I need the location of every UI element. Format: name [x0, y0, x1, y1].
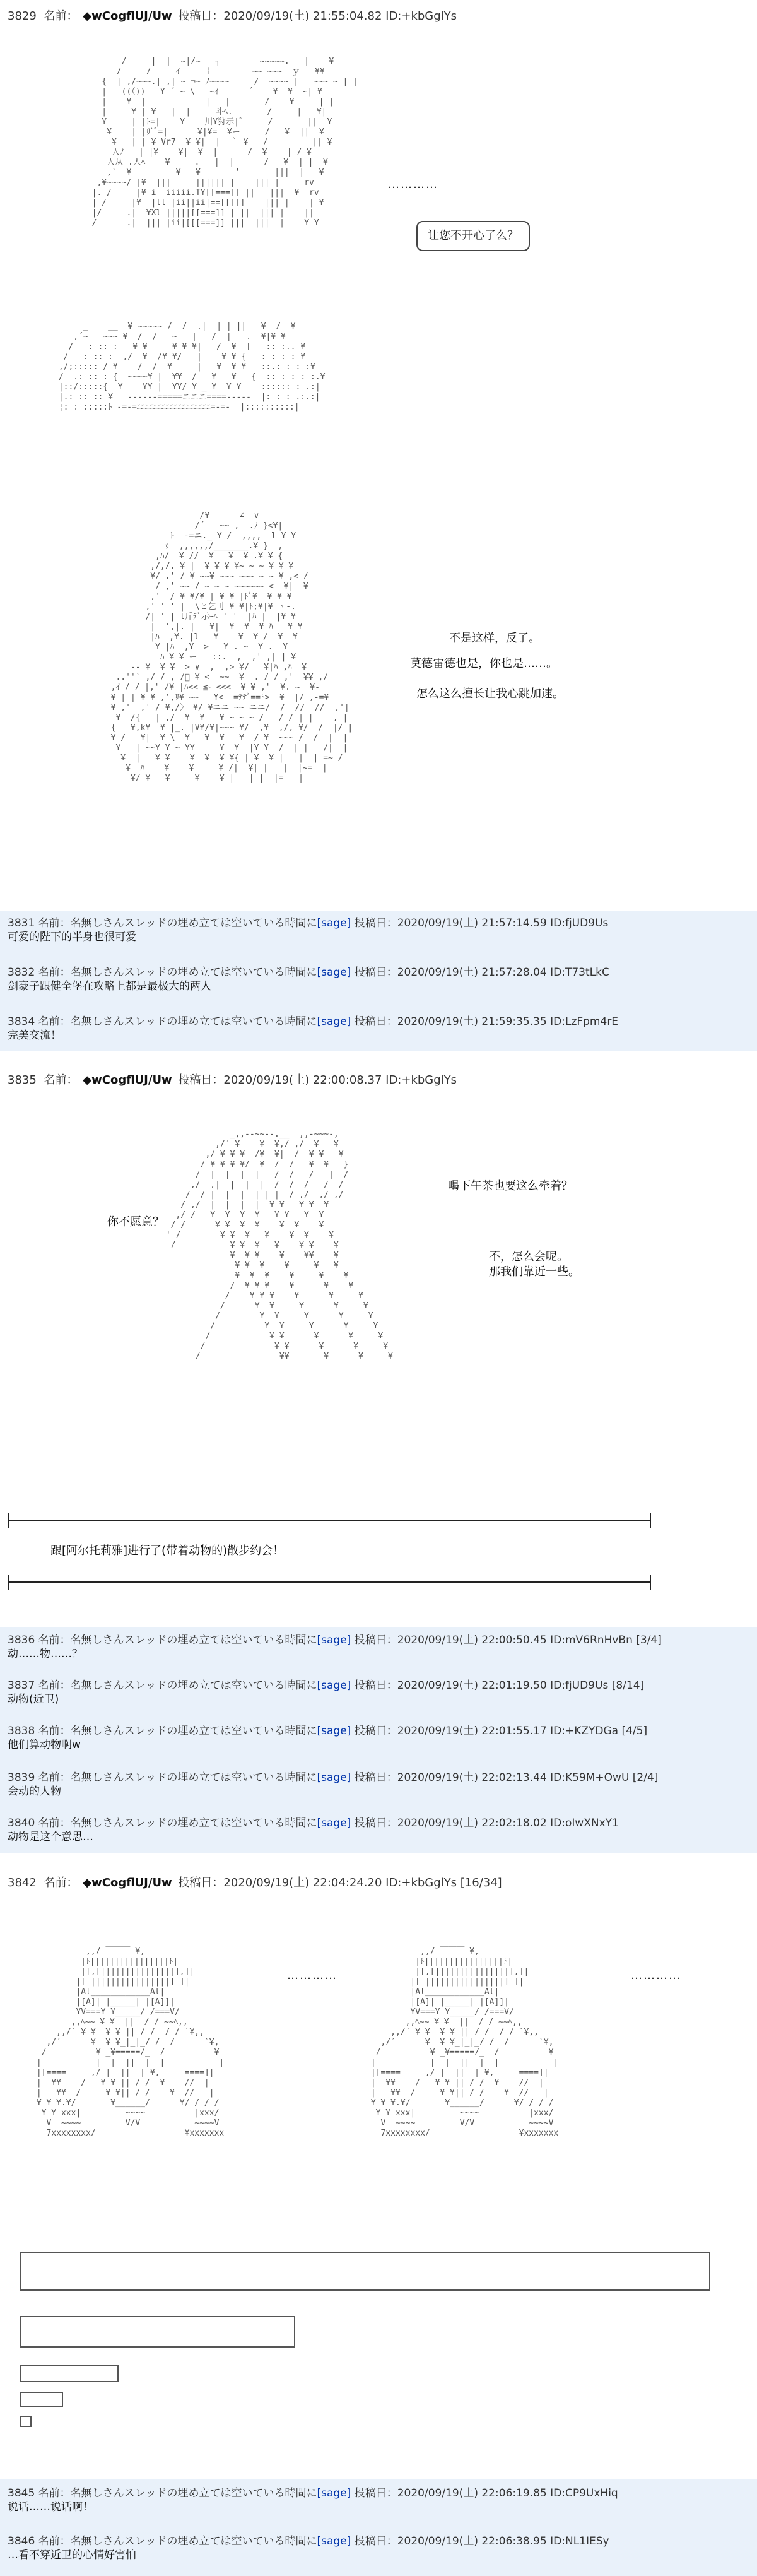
ellipsis-text: …………: [631, 1969, 681, 1982]
reply-post: 3832 名前：名無しさんスレッドの埋め立ては空いている時間に[sage] 投稿日：2020/09/19(土) 21:57:28.04 ID:T73tLkC 剑豪子跟健全堡在攻略上都是最极大的两人: [8, 966, 609, 993]
shrinking-box: [20, 2416, 32, 2427]
ellipsis-text: …………: [388, 178, 438, 191]
sage-link[interactable]: [sage]: [317, 2487, 351, 2500]
ascii-art-guard-left: ,,/ ￣￣￣ ¥, |ﾄ||||||||||||||||ﾄ| |[,[|||||||||||||||],]| |[ ||||||||||||||||] ]| |Al____________Al| |[A]| |_____| |[A]]| ¥V===¥ ¥_____/ /===V/ ,,ﾍ~~ ¥ ¥ || / / ~~ﾍ,, ,,/´ ¥ ¥ ¥ ¥ || / / / / `¥,, ,/´ ¥ ¥ ¥_|_|_/ / / `¥, / ¥ _¥=====/_ / ¥ | | | || | | | |[==== ,/ | || | ¥, ====]| | ¥¥ / ¥ ¥ || / / ¥ // | | ¥¥ / ¥ ¥|| / / ¥ // | ¥ ¥ ¥.¥/ ¥______/ ¥/ / / / ¥ ¥ xxx| ~~~~ |xxx/ V ~~~~ V/V ~~~~V 7xxxxxxxx/ ¥xxxxxxx: [36, 1947, 225, 2138]
dialogue-line: 不，怎么会呢。 那我们靠近一些。: [489, 1250, 580, 1279]
reply-post: 3831 名前：名無しさんスレッドの埋め立ては空いている時間に[sage] 投稿日：2020/09/19(土) 21:57:14.59 ID:fjUD9Us 可爱的陛下的半身也很可爱: [8, 917, 609, 943]
reply-post: 3838 名前：名無しさんスレッドの埋め立ては空いている時間に[sage] 投稿日：2020/09/19(土) 22:01:55.17 ID:+KZYDGa [4/5] 他们算动物啊w: [8, 1725, 648, 1751]
reply-post: 3840 名前：名無しさんスレッドの埋め立ては空いている時間に[sage] 投稿日：2020/09/19(土) 22:02:18.02 ID:oIwXNxY1 动物是这个意思…: [8, 1817, 619, 1843]
sage-link[interactable]: [sage]: [317, 917, 351, 930]
post-header-3842: 3842 名前： ◆wCogflUJ/Uw 投稿日：2020/09/19(土) 22:04:24.20 ID:+kbGglYs [16/34]: [8, 1876, 502, 1889]
shrinking-box: [20, 2392, 63, 2407]
sage-link[interactable]: [sage]: [317, 1771, 351, 1784]
reply-post: 3845 名前：名無しさんスレッドの埋め立ては空いている時間に[sage] 投稿日：2020/09/19(土) 22:06:19.85 ID:CP9UxHiq 说话……说话啊！: [8, 2487, 618, 2514]
dialogue-line: 莫德雷德也是，你也是……。: [410, 657, 558, 670]
sage-link[interactable]: [sage]: [317, 1015, 351, 1028]
sage-link[interactable]: [sage]: [317, 1679, 351, 1692]
poster-name[interactable]: ◆wCogflUJ/Uw: [83, 1876, 172, 1889]
post-header-3829: 3829 名前： ◆wCogflUJ/Uw 投稿日：2020/09/19(土) 21:55:04.82 ID:+kbGglYs: [8, 9, 457, 23]
dialogue-line: 喝下午茶也要这么牵着？: [448, 1179, 573, 1193]
ascii-art-hands: _,,--~~--.__ ,,-~~~-, ,/´ ¥ ¥ ¥,/ ,/ ¥ ¥ ,/ ¥ ¥ ¥ /¥ ¥| / ¥ ¥ ¥ / ¥ ¥ ¥ ¥/ ¥ / / ¥ ¥ } / | | | | / / / | / ,/ ,| | | | / / / / / / / | | | | | | / ,/ ,/ ,/ / ,/ | | | | ¥ ¥ ¥ ¥ ¥ ,/ / ¥ ¥ ¥ ¥ ¥ ¥ ¥ ¥ / / ¥ ¥ ¥ ¥ ¥ ¥ ¥ ' / ¥ ¥ ¥ ¥ ¥ ¥ ¥ / ¥ ¥ ¥ ¥ ¥ ¥ ¥ ¥ ¥ ¥ ¥ ¥¥ ¥ ¥ ¥ ¥ ¥ ¥ ¥ ¥ ¥ ¥ ¥ ¥ ¥ / ¥ ¥ ¥ ¥ ¥ ¥ / ¥ ¥ ¥ ¥ ¥ ¥ / ¥ ¥ ¥ ¥ ¥ / ¥ ¥ ¥ ¥ ¥ / ¥ ¥ ¥ ¥ ¥ / ¥ ¥ ¥ ¥ ¥ / ¥ ¥ ¥ ¥ ¥ / ¥¥ ¥ ¥ ¥: [165, 1130, 393, 1361]
sage-link[interactable]: [sage]: [317, 2535, 351, 2548]
divider: [8, 1520, 651, 1521]
divider-tick: [650, 1513, 651, 1528]
poster-name[interactable]: ◆wCogflUJ/Uw: [83, 9, 172, 23]
ascii-art-knight-base: _ __ ¥ ~~~~~ / / .| | | || ¥ / ¥ ,´~ ~~~ ¥ / / ~ | / | . ¥|¥ ¥ / : :: : ¥ ¥ ¥ ¥ ¥| / ¥ [ :: :.. ¥ / : :: : ,/ ¥ /¥ ¥/ | ¥ ¥ { : : : : ¥ ,/;::::: / ¥ / / ¥ | ¥ ¥ ¥ ::.: : : :¥ / .: :: : { ~~~~¥ | ¥¥ / ¥ ¥ { :: : : : :.¥ |::/:::::{ ¥ ¥¥ | ¥¥/ ¥ _ ¥ ¥ ¥ :::::: : .:| |.: :: :: ¥ ------=====ニニニ====----- |: : : .:.:| ¦: : :::::ﾄ -=-=ﾆﾆﾆﾆﾆﾆﾆﾆﾆﾆﾆﾆﾆﾆﾆﾆﾆﾆ=-=- |::::::::::|: [58, 322, 326, 412]
reply-post: 3836 名前：名無しさんスレッドの埋め立ては空いている時間に[sage] 投稿日：2020/09/19(土) 22:00:50.45 ID:mV6RnHvBn [3/4] 动……物……？: [8, 1634, 662, 1660]
narration-text: 跟[阿尔托莉雅]进行了(带着动物的)散步约会！: [50, 1544, 285, 1557]
sage-link[interactable]: [sage]: [317, 1634, 351, 1646]
ascii-art-guard-right: ,,/ ￣￣￣ ¥, |ﾄ||||||||||||||||ﾄ| |[,[|||||||||||||||],]| |[ ||||||||||||||||] ]| |Al____________Al| |[A]| |_____| |[A]]| ¥V===¥ ¥_____/ /===V/ ,,ﾍ~~ ¥ ¥ || / / ~~ﾍ,, ,,/´ ¥ ¥ ¥ ¥ || / / / / `¥,, ,/´ ¥ ¥ ¥_|_|_/ / / `¥, / ¥ _¥=====/_ / ¥ | | | || | | | |[==== ,/ | || | ¥, ====]| | ¥¥ / ¥ ¥ || / / ¥ // | | ¥¥ / ¥ ¥|| / / ¥ // | ¥ ¥ ¥.¥/ ¥______/ ¥/ / / / ¥ ¥ xxx| ~~~~ |xxx/ V ~~~~ V/V ~~~~V 7xxxxxxxx/ ¥xxxxxxx: [370, 1947, 559, 2138]
shrinking-box: [20, 2316, 295, 2348]
reply-post: 3839 名前：名無しさんスレッドの埋め立ては空いている時間に[sage] 投稿日：2020/09/19(土) 22:02:13.44 ID:K59M+OwU [2/4] 会动的人物: [8, 1771, 659, 1798]
shrinking-box: [20, 2252, 710, 2291]
shrinking-box: [20, 2365, 119, 2382]
dialogue-line: 怎么这么擅长让我心跳加速。: [416, 687, 564, 700]
sage-link[interactable]: [sage]: [317, 966, 351, 979]
ascii-art-knight: / | | ~|/~ ┐ ~~~~~. | ¥ / / ｲ ￤ ~~ ~~~ ｙ ¥¥ { | ,/~~~.| ,| ~ ¬~ ﾉ~~~~ / ~~~~ | ~~~ ~ | | | ((（)) Y ´ ~ \ ~ｲ ´ ¥ ¥ ~| ¥ | ¥ | | | / ¥ | | | ¥ | ¥ | | 斗ﾍ. / | ¥| ¥ | |ﾄ=| ¥ 川¥狩示|ﾞ / || ¥ ¥ | |ﾘ`ﾞ=| ¥|¥= ¥ー / ¥ || ¥ ¥ | | ¥ Vr7 ¥ ¥| | ｀ ¥ / || ¥ 人ﾉ | |¥ ¥| ¥ | / ¥ | / ¥ 人从 .人ﾍ ¥ . | | / ¥ | | ¥ ,` ¥ ¥ ¥ ' ||| | ¥ ,¥~~~~/ |¥ ||| |||||| | ||| | rv |. / |¥ i iiiii.TY[[===]] || ||| ¥ rv | / |¥ |ll |ii||ii|==[[]]] ||| | | ¥ |/ .| ¥Xl |||||[[===]] | || ||| | || / .| ||| |ii|[[[===]] ||| ||| | ¥ ¥: [91, 57, 358, 228]
reply-post: 3837 名前：名無しさんスレッドの埋め立ては空いている時間に[sage] 投稿日：2020/09/19(土) 22:01:19.50 ID:fjUD9Us [8/14] 动物(近卫): [8, 1679, 645, 1706]
ellipsis-text: …………: [287, 1969, 337, 1982]
sage-link[interactable]: [sage]: [317, 1725, 351, 1737]
reply-post: 3846 名前：名無しさんスレッドの埋め立ては空いている時間に[sage] 投稿日：2020/09/19(土) 22:06:38.95 ID:NL1IESy …看不穿近卫的心情好害怕: [8, 2535, 609, 2561]
divider-tick: [8, 1513, 9, 1528]
reply-post: 3834 名前：名無しさんスレッドの埋め立ては空いている時間に[sage] 投稿日：2020/09/19(土) 21:59:35.35 ID:LzFpm4rE 完美交流！: [8, 1015, 619, 1042]
speech-bubble: 让您不开心了么？: [416, 221, 530, 251]
divider-tick: [8, 1575, 9, 1590]
ascii-art-girl: /¥ ∠ ∨ /´ ~~ , .ﾉ }<¥| ﾄ -=ニ._ ¥ / ,,,, l ¥ ¥ ｩ ,,,,,,/_______.¥ } , ,ﾊ/ ¥ // ¥ ¥ ¥ .¥ ¥ { ,/,/. ¥ | ¥ ¥ ¥ ¥~ ~ ~ ¥ ¥ ¥ ¥/ .' / ¥ ~~¥ ~~~ ~~~ ~ ~ ¥ ,< / / ,' ~~ / ~ ~ ~ ~~~~~~ < ¥| ¥ ,' / ¥ ¥/¥ | ¥ ¥ |ﾄﾞ¥ ¥ ¥ ¥ ,' ' ' | \ヒ乞刂 ¥ ¥|ﾄ;¥|¥ ヽ-. /| ' | l斤ﾃﾞ示ｰﾍ ' ' |ﾊ | |¥ ¥ | ',|. | ¥| ¥ ¥ ¥ ﾊ ¥ ¥ |ﾊ ,¥. |l ¥ ¥ ¥ / ¥ ¥ ¥ |ﾊ ,¥ > ¥ . ~ ¥ . ¥ ﾊ ¥ ¥ ー ::. , ,' ,| | ¥ -- ¥ ¥ ¥ > ∨ , ,> ¥/ ¥|ﾊ ,ﾊ ¥ ..''` ,/ / , /ﾞ ¥ < ~~ ¥ . / / ,' ¥¥ ,/ ,ｲ / / |,' /¥ |ﾊ<< ≦ー<<< ¥ ¥ ,' ¥. ~ ¥- ¥ | | ¥ ¥ ,',ﾘ¥ ~~ Y< =ﾃﾃﾞ==ﾄ> ¥ |/ ,-=¥ ¥ ,' ,' / ¥,/〉 ¥/ ¥ニニ ~~ ニニ/ / // // ,'| ¥ /{ | ,/ ¥ ¥ ¥ ~ ~ ~ / / / | | , | { ¥,k¥ ¥ |_. |V¥/¥|~~~ ¥/ ,¥ ,/, ¥/ / |/ | ¥ / ¥| ¥ \ ¥ ¥ ¥ ¥ / ¥ ~~~ / / | | ¥ | ~~¥ ¥ ~ ¥¥ ¥ ¥ |¥ ¥ / | | /| | ¥ | ¥ ¥ ¥ ¥ ¥ ¥{ | ¥ ¥ | | | =~ / ¥ ﾊ ¥ ¥ ¥ /| ¥| | | |~= | ¥/ ¥ ¥ ¥ ¥ | | | |= |: [110, 511, 353, 783]
poster-name[interactable]: ◆wCogflUJ/Uw: [83, 1073, 172, 1087]
dialogue-line: 你不愿意？: [107, 1215, 164, 1229]
divider: [8, 1581, 651, 1583]
sage-link[interactable]: [sage]: [317, 1817, 351, 1829]
divider-tick: [650, 1575, 651, 1590]
dialogue-line: 不是这样，反了。: [449, 632, 540, 645]
post-header-3835: 3835 名前： ◆wCogflUJ/Uw 投稿日：2020/09/19(土) 22:00:08.37 ID:+kbGglYs: [8, 1073, 457, 1087]
